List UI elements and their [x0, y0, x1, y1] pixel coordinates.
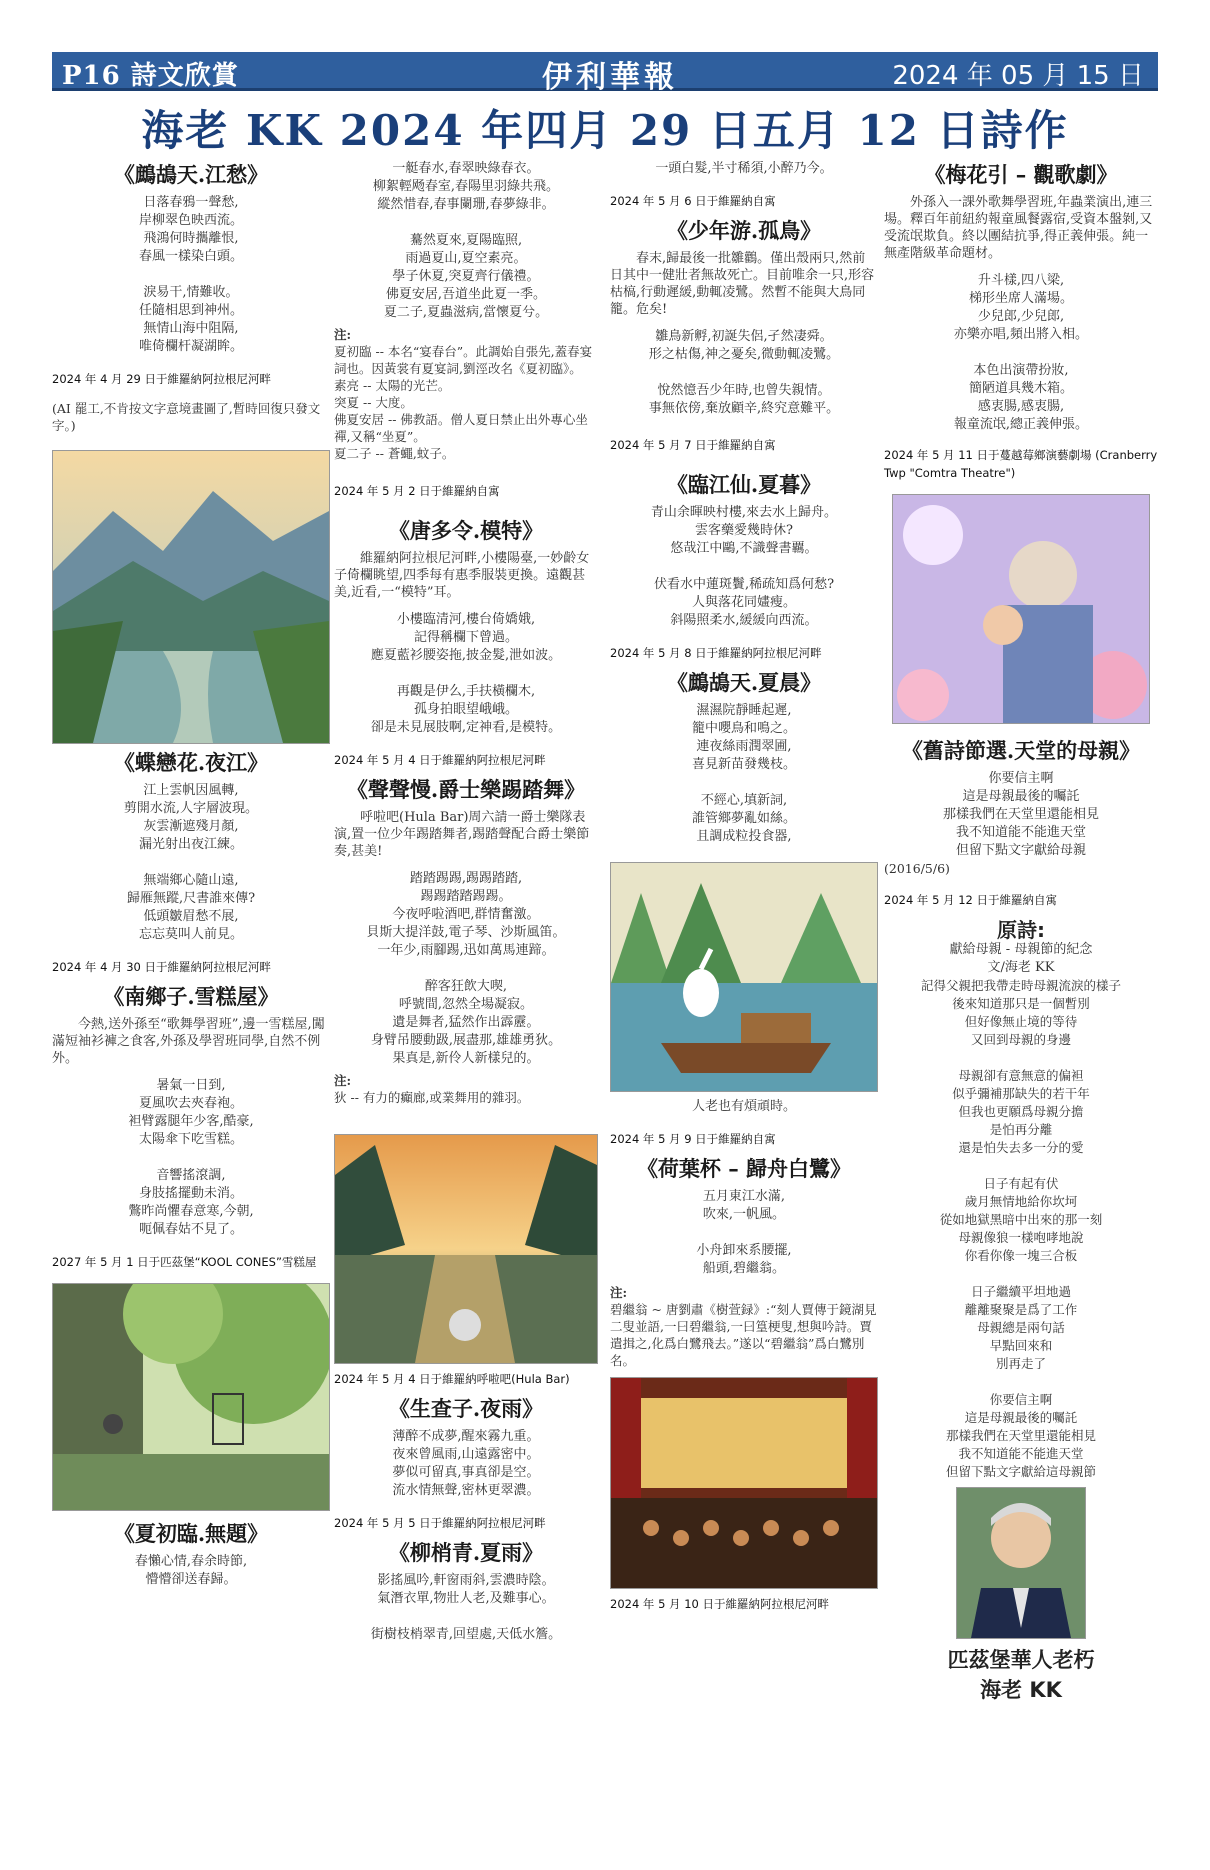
poem-body: 五月東江水滿, 吹來,一帆風。 小舟卸來系腰擺, 船頭,碧繼翁。 — [696, 1189, 792, 1276]
theater-painting — [610, 1377, 878, 1589]
poem-body: 春懶心情,春余時節, 懵懵卻送春歸。 — [134, 1554, 248, 1587]
poem-date: 2024 年 5 月 7 日于維羅納自寓 — [610, 438, 776, 452]
poem-title: 《荷葉杯 – 歸舟白鷺》 — [636, 1156, 852, 1181]
poem-date: 2024 年 4 月 30 日于維羅納阿拉根尼河畔 — [52, 960, 271, 974]
poem-note: 碧繼翁 ~ 唐劉肅《樹萱録》:“刻人賈傳于鏡湖見二叟並語,一曰碧繼翁,一曰篁梗叟,想與吟詩。賈遣揖之,化爲白鷺飛去。”遂以“碧繼翁”爲白鷺別名。 — [610, 1302, 877, 1368]
poem-preface: 維羅納阿拉根尼河畔,小樓陽臺,一妙齡女子倚欄眺望,四季每有惠季服裝更換。遠觀甚美,近看,一“模特”耳。 — [334, 551, 590, 600]
sunset-lake-painting — [334, 1134, 598, 1364]
note-label: 注: — [334, 1073, 352, 1088]
poem-body: 小樓臨清河,樓台倚嬌娥, 記得稱欄下曾過。 應夏藍衫腰姿拖,披金髮,泄如波。 再觀是伊么,手扶橫欄木, 孤身拍眼望峨峨。 卻是未見展肢啊,定神看,是模特。 — [370, 612, 562, 735]
poem-title: 《少年游.孤鳥》 — [666, 218, 822, 243]
poem-year: (2016/5/6) — [884, 861, 950, 876]
poem-body: 濕濕院靜睡起遲, 籠中嚶鳥和鳴之。 連夜絲雨潤翠圃, 喜見新苗發幾枝。 不經心,填新詞, 誰管鄉夢亂如絲。 且調成粒投食器, — [691, 703, 796, 844]
poem-title: 《蝶戀花.夜江》 — [113, 750, 269, 775]
poem-preface: 呼啦吧(Hula Bar)周六請一爵士樂隊表演,置一位少年踢踏舞者,踢踏聲配合爵士樂節奏,甚美! — [334, 810, 590, 859]
poem-body: 一艇春水,春翠映綠春衣。 柳絮輕飏春室,春陽里羽綠共飛。 縱然惜春,春事闌珊,春夢綠非。 驀然夏來,夏陽臨照, 雨過夏山,夏空素亮。 學子休夏,突夏齊行儀禮。 佛夏安居,吾道坐此夏一季。 夏二子,夏蟲滋病,當懷夏兮。 — [372, 161, 560, 320]
newspaper-name: 伊利華報 — [542, 60, 678, 95]
garden-image — [53, 1284, 329, 1510]
poem-body: 雛鳥新孵,初誕失侶,孑然凄舜。 形之枯傷,神之憂矣,微動輒凌鷺。 悅然憶吾少年時,也曾失親情。 事無依傍,棄放顧辛,終究意難平。 — [648, 329, 840, 416]
poem-date: 2024 年 5 月 4 日于維羅納阿拉根尼河畔 — [334, 753, 546, 767]
author-signature-line1: 匹茲堡華人老朽 — [947, 1648, 1095, 1672]
poem-preface: 春末,歸最後一批雛鸛。僅出殼兩只,然前日其中一健壯者無故死亡。目前唯余一只,形容枯槁,行動遲緩,動輒凌鷺。然暫不能與大鳥同籠。危矣! — [610, 251, 875, 317]
poem-title: 《柳梢青.夏雨》 — [388, 1540, 544, 1565]
poem-note: 狄 -- 有力的癲廊,或業舞用的雜羽。 — [334, 1090, 530, 1105]
page-title: 海老 KK 2024 年四月 29 日五月 12 日詩作 — [141, 106, 1069, 155]
poem-date: 2024 年 5 月 2 日于維羅納自寓 — [334, 484, 500, 498]
original-poem-subtitle: 獻給母親 - 母親節的紀念 文/海老 KK — [949, 942, 1093, 975]
poem-date: 2024 年 5 月 5 日于維羅納阿拉根尼河畔 — [334, 1516, 546, 1530]
egret-image — [611, 863, 877, 1091]
poem-title: 《夏初臨.無題》 — [113, 1521, 269, 1546]
poem-preface: 外孫入一課外歌舞學習班,年蟲業演出,連三場。釋百年前紐約報童風餐露宿,受資本盤剝,又受流氓欺負。終以團結抗爭,得正義伸張。純一無產階級革命題材。 — [884, 195, 1153, 261]
poem-body: 升斗樣,四八梁, 梯形坐席人滿場。 少兒郎,少兒郎, 亦樂亦唱,頻出將入相。 本色出演帶扮妝, 簡陋道具幾木箱。 感衷腸,感衷腸, 報童流氓,總正義伸張。 — [953, 273, 1089, 432]
river-mountain-painting — [52, 450, 330, 744]
poem-date: 2024 年 5 月 6 日于維羅納自寓 — [610, 194, 776, 208]
poem-date: 2027 年 5 月 1 日于匹茲堡“KOOL CONES”雪糕屋 — [52, 1255, 317, 1269]
column-3 — [610, 160, 878, 1625]
poem-title: 《生查子.夜雨》 — [388, 1396, 544, 1421]
section-label: P16 詩文欣賞 — [62, 61, 239, 91]
poem-last-line: 人老也有煩頑時。 — [691, 1099, 796, 1114]
poem-date: 2024 年 5 月 10 日于維羅納阿拉根尼河畔 — [610, 1597, 829, 1611]
column-1 — [52, 160, 330, 1589]
poem-title: 《鷓鴣天.夏晨》 — [666, 670, 822, 695]
poem-preface: 今熱,送外孫至“歌舞學習班”,邊一雪糕屋,闖滿短袖衫褲之食客,外孫及學習班同學,自然不例外。 — [52, 1017, 325, 1066]
poem-note: 夏初臨 -- 本名“宴春台”。此調始自張先,蓋春宴詞也。因黃裳有夏宴詞,劉涇改名《夏初臨》。 素亮 -- 太陽的光芒。 突夏 -- 大度。 佛夏安居 -- 佛教語。僧人夏日禁止出外專心坐禪,又稱“坐夏”。 夏二子 -- 蒼蠅,蚊子。 — [334, 344, 593, 461]
author-portrait — [957, 1488, 1085, 1638]
egret-boat-painting — [610, 862, 878, 1092]
original-poem-heading: 原詩: — [997, 918, 1045, 942]
mother-painting — [892, 494, 1150, 724]
note-label: 注: — [334, 327, 352, 342]
column-4 — [884, 160, 1158, 1705]
poem-title: 《唐多令.模特》 — [388, 518, 544, 543]
poem-title: 《聲聲慢.爵士樂踢踏舞》 — [346, 777, 586, 802]
poem-body: 你要信主啊 這是母親最後的囑託 那樣我們在天堂里還能相見 我不知道能不能進天堂 但留下點文字獻給母親 — [942, 771, 1099, 858]
original-poem-body: 記得父親把我帶走時母親流淚的樣子 後來知道那只是一個暫別 但好像無止境的等待 又回到母親的身邊 母親卻有意無意的偏袒 似乎彌補那缺失的若干年 但我也更願爲母親分擔 是怕再分離 還是怕失去多一分的愛 日子有起有伏 歲月無情地給你坎坷 從如地獄黑暗中出來的那一刻 母親像狼一樣咆哮地說 你看你像一塊三合板 日子繼續平坦地過 離離聚聚是爲了工作 母親總是兩句話 早點回來和 別再走了 你要信主啊 這是母親最後的囑託 那樣我們在天堂里還能相見 我不知道能不能進天堂 但留下點文字獻給這母親節 — [920, 978, 1121, 1479]
theater-image — [611, 1378, 877, 1588]
poem-date: 2024 年 5 月 9 日于維羅納自寓 — [610, 1132, 776, 1146]
poem-note: (AI 罷工,不肯按文字意境畫圖了,暫時回復只發文字。) — [52, 401, 321, 433]
poem-body: 踏踏踢踢,踢踢踏踏, 踢踢踏踏踢踢。 今夜呼啦酒吧,群情奮激。 貝斯大提洋鼓,電子琴、沙斯風笛。 一年少,雨腳踢,迅如萬馬連蹄。 醉客狂飲大喫, 呼號間,忽然全場凝寂。 遺是舞者,猛然作出霹靂。 身臂吊腰動趿,展盡那,雄雄勇狄。 果真是,新伶人新樣兒的。 — [366, 871, 566, 1066]
poem-title: 《舊詩節選.天堂的母親》 — [901, 738, 1141, 763]
landscape-image — [53, 451, 329, 743]
sunset-image — [335, 1135, 597, 1363]
masthead — [52, 52, 1158, 95]
poem-body: 日落春鴉一聲愁, 岸柳翠色映西流。 飛鴻何時攜離恨, 春風一樣染白頭。 淚易干,情難收。 任隨相思到神州。 無情山海中阻隔, 唯倚欄杆凝湖眸。 — [138, 195, 243, 354]
poem-body: 青山余暉映村樓,來去水上歸舟。 雲客藥愛幾時休? 悠哉江中鷗,不識聲書覊。 伏看水中蓮斑鬢,稀疏知爲何愁? 人與落花同嫿瘦。 斜陽照柔水,緩緩向西流。 — [650, 505, 838, 628]
issue-date: 2024 年 05 月 15 日 — [892, 61, 1144, 91]
poem-body: 一頭白髮,半寸稀須,小醉乃今。 — [655, 161, 833, 176]
poem-body: 影搖風吟,軒窗雨斜,雲濃時陰。 氣潛衣單,物壯人老,及難事心。 街樹枝梢翠青,回望處,天低水簷。 — [370, 1573, 562, 1642]
poem-body: 暑氣一日到, 夏風吹去夾春袍。 袒臂露腿年少客,酷豪, 太陽傘下吃雪糕。 音響搖滾調, 身肢搖擺動未消。 鷩昨尚懼春意寒,今朝, 呃佩春姑不見了。 — [128, 1078, 254, 1237]
poem-date: 2024 年 5 月 12 日于維羅納自寓 — [884, 893, 1057, 907]
poem-date: 2024 年 5 月 11 日于蔓越莓鄉演藝劇場 (Cranberry Twp "Comtra Theatre") — [884, 448, 1158, 480]
poem-title: 《臨江仙.夏暮》 — [666, 472, 822, 497]
poem-body: 江上雲帆因風轉, 剪開水流,人字層波現。 灰雲漸遮殘月顏, 漏光射出夜江練。 無端鄉心隨山遠, 歸雁無蹤,尺書誰來傳? 低頭皺眉愁不展, 忘忘莫叫人前見。 — [123, 783, 259, 942]
image-caption: 2024 年 5 月 4 日于維羅納呼啦吧(Hula Bar) — [334, 1372, 570, 1386]
garden-painting — [52, 1283, 330, 1511]
poem-date: 2024 年 4 月 29 日于維羅納阿拉根尼河畔 — [52, 372, 271, 386]
mother-image — [893, 495, 1149, 723]
poem-title: 《梅花引 – 觀歌劇》 — [924, 162, 1118, 187]
author-signature-line2: 海老 KK — [980, 1678, 1062, 1702]
poem-body: 薄醉不成夢,醒來霧九重。 夜來曾風雨,山遠露密中。 夢似可留真,事真卻是空。 流水情無聲,密林更翠濃。 — [392, 1429, 540, 1498]
poem-title: 《南鄉子.雪糕屋》 — [103, 984, 279, 1009]
poem-title: 《鷓鴣天.江愁》 — [113, 162, 269, 187]
poem-date: 2024 年 5 月 8 日于維羅納阿拉根尼河畔 — [610, 646, 822, 660]
column-2 — [334, 160, 598, 1644]
author-photo — [956, 1487, 1086, 1639]
note-label: 注: — [610, 1285, 628, 1300]
